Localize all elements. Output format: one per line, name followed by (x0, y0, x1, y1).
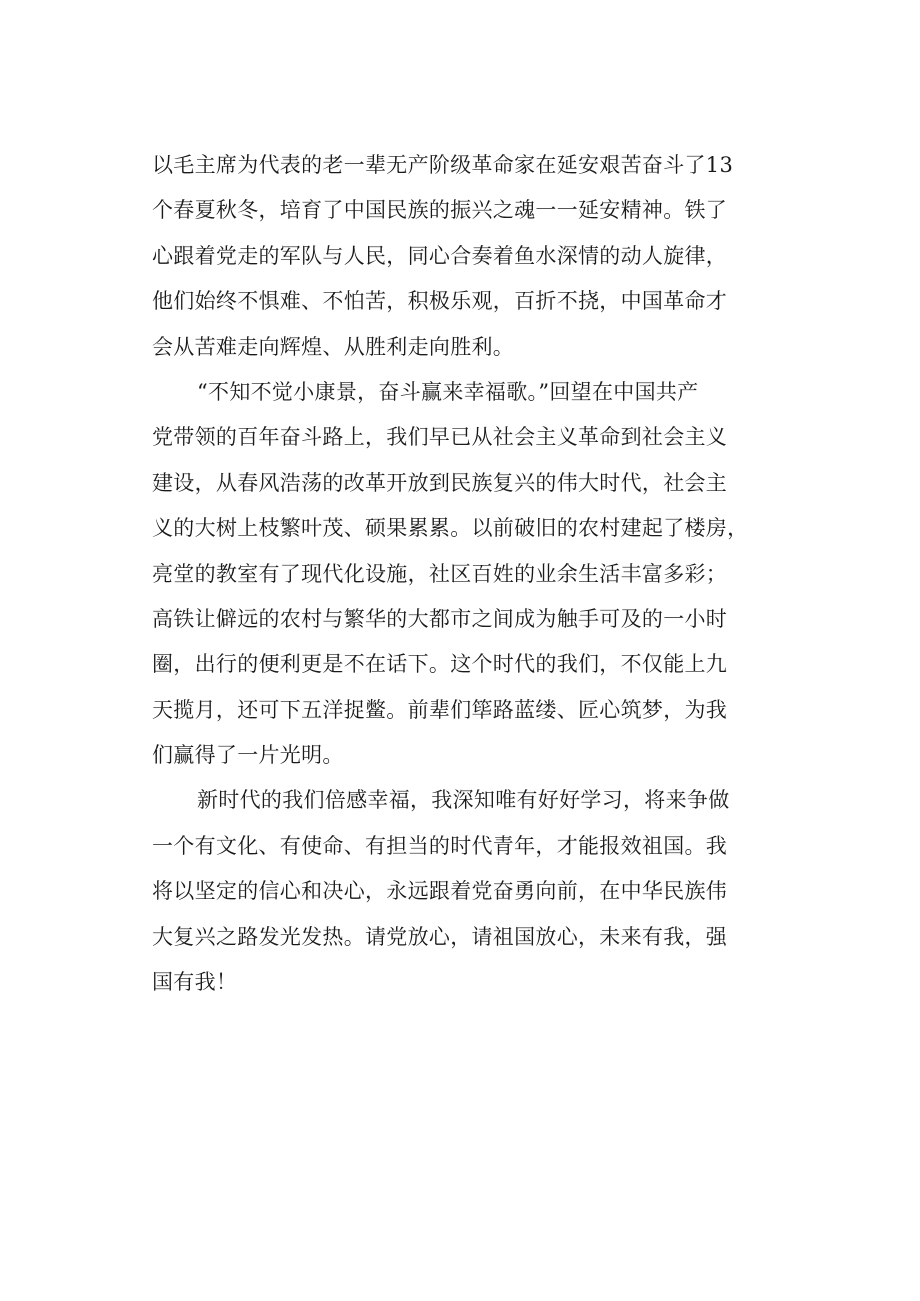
text-line: 个春夏秋冬，培育了中国民族的振兴之魂一一延安精神。铁了 (152, 198, 728, 223)
paragraph-1 (152, 143, 802, 370)
text-line: 一个有文化、有使命、有担当的时代青年，才能报效祖国。我 (152, 833, 728, 858)
text-line: 新时代的我们倍感幸福，我深知唯有好好学习，将来争做 (197, 788, 730, 813)
text-line: 高铁让僻远的农村与繁华的大都市之间成为触手可及的一小时 (152, 606, 728, 631)
paragraph-2 (152, 370, 802, 779)
paragraph-3 (152, 778, 802, 1005)
text-line: 义的大树上枝繁叶茂、硕果累累。以前破旧的农村建起了楼房， (152, 516, 749, 541)
text-line: 会从苦难走向辉煌、从胜利走向胜利。 (152, 334, 515, 359)
text-line: 们赢得了一片光明。 (152, 743, 344, 768)
text-line: 建设，从春风浩荡的改革开放到民族复兴的伟大时代，社会主 (152, 470, 728, 495)
text-line: 大复兴之路发光发热。请党放心，请祖国放心，未来有我，强 (152, 924, 728, 949)
text-line: 党带领的百年奋斗路上，我们早已从社会主义革命到社会主义 (152, 425, 728, 450)
text-line: “不知不觉小康景，奋斗赢来幸福歌。”回望在中国共产 (197, 379, 699, 404)
text-line: 国有我！ (152, 970, 238, 995)
text-line: 以毛主席为代表的老一辈无产阶级革命家在延安艰苦奋斗了13 (152, 153, 734, 177)
document-body (152, 143, 802, 1005)
text-line: 天揽月，还可下五洋捉鳖。前辈们筚路蓝缕、匠心筑梦，为我 (152, 697, 728, 722)
text-line: 他们始终不惧难、不怕苦，积极乐观，百折不挠，中国革命才 (152, 289, 728, 314)
text-line: 将以坚定的信心和决心，永远跟着党奋勇向前，在中华民族伟 (152, 879, 728, 904)
text-line: 亮堂的教室有了现代化设施，社区百姓的业余生活丰富多彩； (152, 561, 728, 586)
text-line: 圈，出行的便利更是不在话下。这个时代的我们，不仅能上九 (152, 652, 728, 677)
text-line: 心跟着党走的军队与人民，同心合奏着鱼水深情的动人旋律， (152, 243, 728, 268)
